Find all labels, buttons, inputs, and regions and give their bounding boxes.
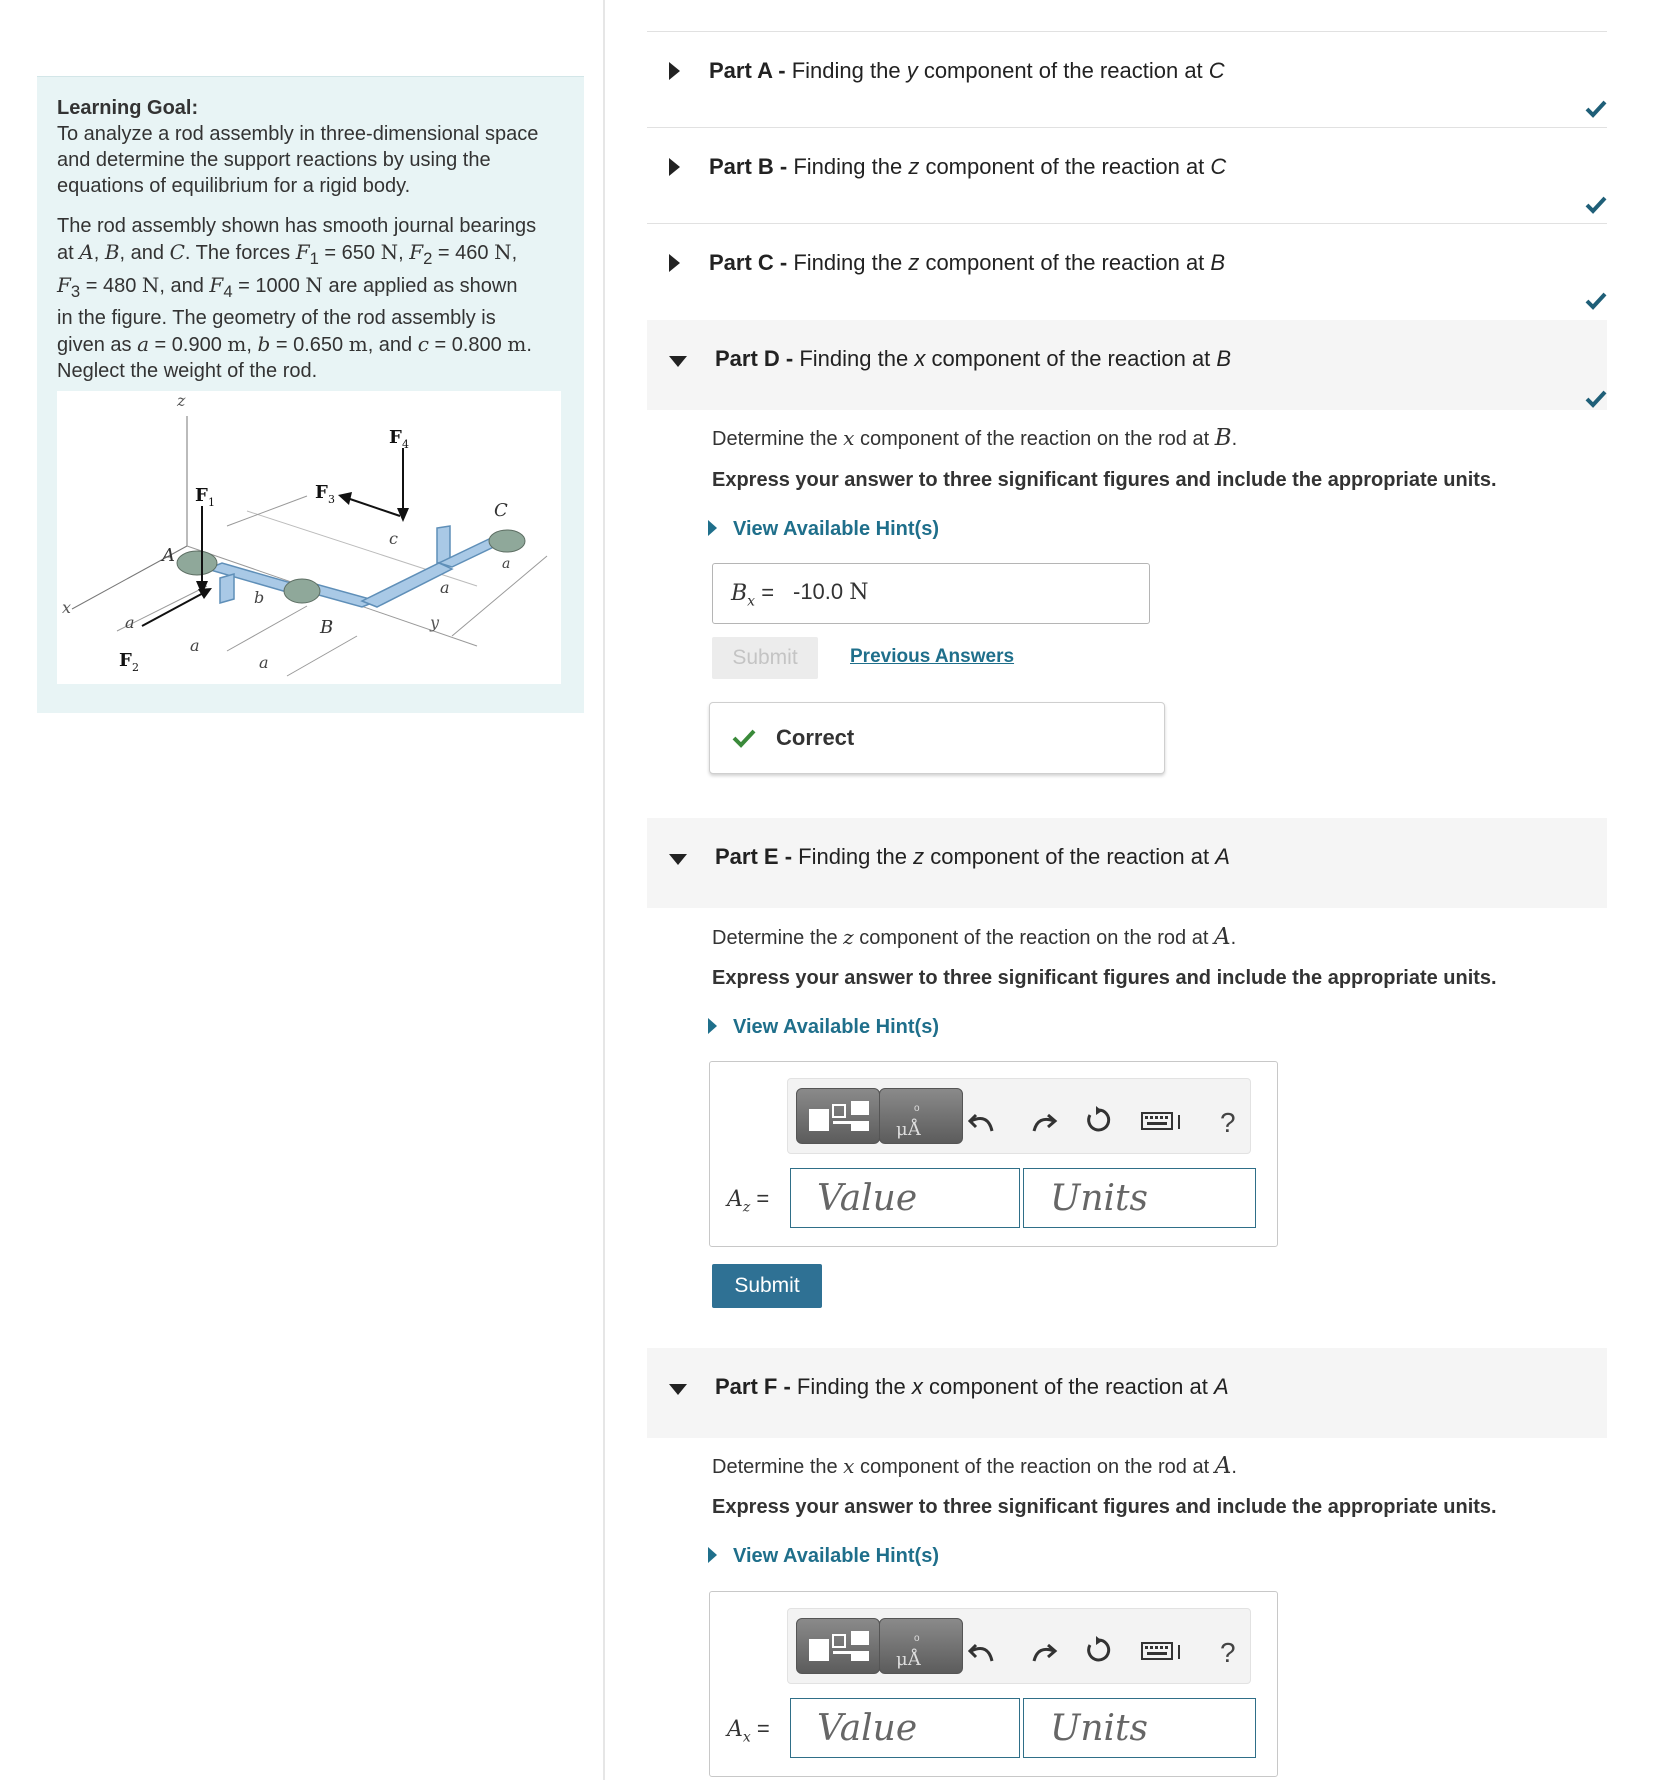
undo-icon[interactable]	[968, 1105, 998, 1135]
answer-value: -10.0 N	[793, 579, 869, 605]
point-c-label: C	[494, 500, 508, 521]
part-f-header[interactable]	[647, 1348, 1607, 1438]
complete-check-icon	[1585, 388, 1607, 410]
part-f-instructions: Express your answer to three significant figures and include the appropriate units.	[712, 1496, 1497, 1518]
part-d-submit-button[interactable]: Submit	[712, 637, 818, 679]
part-d-hint-link[interactable]: View Available Hint(s)	[708, 516, 939, 542]
angstrom-units-icon	[880, 1619, 964, 1675]
hint-arrow-icon	[708, 1018, 717, 1034]
redo-icon[interactable]	[1028, 1635, 1058, 1665]
part-e-submit-button[interactable]: Submit	[712, 1264, 822, 1308]
units-button[interactable]	[879, 1088, 963, 1144]
help-button[interactable]: ?	[1220, 1107, 1236, 1138]
part-c-header[interactable]	[647, 223, 1607, 313]
part-e-header[interactable]	[647, 818, 1607, 908]
hint-arrow-icon	[708, 1547, 717, 1563]
angstrom-units-icon	[880, 1089, 964, 1145]
x-axis-label: x	[62, 598, 72, 617]
f2-sub: 2	[132, 661, 139, 674]
f3-label: F	[315, 482, 328, 503]
part-e-hint-link[interactable]: View Available Hint(s)	[708, 1014, 939, 1040]
point-b-label: B	[320, 617, 334, 638]
undo-icon[interactable]	[968, 1635, 998, 1665]
problem-statement: The rod assembly shown has smooth journal bearings at A, B, and C. The forces $F_1 = 650$ N, $F_2 = 460$ N, $F_3 = 480$ N, and $F_4 = 1000$ N are applied as shown in the figure. The geometry of the rod assembly is given as a = 0.900 m, b = 0.650 m, and c = 0.800 m. Neglect the weight of the rod.	[57, 215, 537, 382]
part-f-title: Part F - Finding the x component of the reaction at A	[715, 1374, 1229, 1399]
f1-sub: 1	[208, 496, 215, 509]
part-e-instructions: Express your answer to three significant figures and include the appropriate units.	[712, 967, 1497, 989]
column-divider	[603, 0, 605, 1780]
rod-assembly-diagram	[57, 391, 561, 684]
f4-label: F	[389, 427, 402, 448]
point-a-label: A	[162, 545, 175, 566]
templates-icon	[797, 1619, 881, 1675]
keyboard-icon[interactable]	[1140, 1635, 1184, 1665]
dim-a-1: a	[125, 613, 135, 632]
hint-arrow-icon	[708, 520, 717, 536]
variable-label: $A_x$ =	[727, 1716, 770, 1746]
z-axis-label: z	[177, 391, 186, 410]
y-axis-label: y	[430, 613, 440, 632]
reset-icon[interactable]	[1084, 1635, 1114, 1665]
dim-a-3: a	[259, 653, 269, 672]
answer-label: $B_x$ =	[731, 580, 775, 610]
units-input[interactable]: Units	[1023, 1168, 1256, 1228]
part-b-title: Part B - Finding the z component of the reaction at C	[709, 154, 1227, 179]
correct-feedback: Correct	[709, 702, 1165, 774]
math-toolbar	[787, 1608, 1251, 1684]
part-d-instructions: Express your answer to three significant figures and include the appropriate units.	[712, 469, 1497, 491]
svg-text:o: o	[914, 1633, 920, 1644]
complete-check-icon	[1585, 194, 1607, 216]
templates-button[interactable]	[796, 1088, 880, 1144]
previous-answers-link[interactable]: Previous Answers	[850, 646, 1015, 667]
f2-label: F	[119, 650, 132, 671]
part-b-header[interactable]	[647, 127, 1607, 217]
correct-check-icon	[732, 727, 756, 749]
help-button[interactable]: ?	[1220, 1637, 1236, 1668]
expand-arrow-icon	[669, 158, 680, 176]
part-f-hint-link[interactable]: View Available Hint(s)	[708, 1543, 939, 1569]
part-d-question: Determine the x component of the reaction on the rod at B.	[712, 425, 1238, 451]
collapse-arrow-icon	[669, 854, 687, 865]
part-f-question: Determine the x component of the reaction on the rod at A.	[712, 1453, 1237, 1479]
complete-check-icon	[1585, 290, 1607, 312]
rod-assembly-figure	[57, 391, 561, 684]
dim-a-2: a	[190, 636, 200, 655]
dim-b: b	[254, 588, 265, 607]
expand-arrow-icon	[669, 62, 680, 80]
reset-icon[interactable]	[1084, 1105, 1114, 1135]
part-a-header[interactable]	[647, 31, 1607, 121]
dim-a-5: a	[502, 556, 511, 572]
expand-arrow-icon	[669, 254, 680, 272]
part-f-answer-editor	[709, 1591, 1278, 1777]
part-e-question: Determine the z component of the reaction on the rod at A.	[712, 924, 1237, 950]
complete-check-icon	[1585, 98, 1607, 120]
redo-icon[interactable]	[1028, 1105, 1058, 1135]
part-d-title: Part D - Finding the x component of the reaction at B	[715, 346, 1232, 371]
svg-text:o: o	[914, 1103, 920, 1114]
part-d-answer-display	[712, 563, 1150, 624]
learning-goal-heading: Learning Goal:	[57, 97, 199, 119]
f3-sub: 3	[328, 493, 335, 506]
units-button[interactable]	[879, 1618, 963, 1674]
dim-a-4: a	[440, 578, 450, 597]
templates-button[interactable]	[796, 1618, 880, 1674]
svg-text:μÅ: μÅ	[896, 1119, 921, 1140]
units-input[interactable]: Units	[1023, 1698, 1256, 1758]
dim-c: c	[389, 529, 398, 548]
collapse-arrow-icon	[669, 356, 687, 367]
part-e-title: Part E - Finding the z component of the reaction at A	[715, 844, 1230, 869]
value-input[interactable]: Value	[790, 1698, 1020, 1758]
templates-icon	[797, 1089, 881, 1145]
math-toolbar	[787, 1078, 1251, 1154]
f4-sub: 4	[402, 438, 409, 451]
variable-label: $A_z$ =	[727, 1186, 770, 1216]
part-c-title: Part C - Finding the z component of the reaction at B	[709, 250, 1226, 275]
part-e-answer-editor	[709, 1061, 1278, 1247]
f1-label: F	[195, 485, 208, 506]
svg-text:μÅ: μÅ	[896, 1649, 921, 1670]
learning-goal-intro: To analyze a rod assembly in three-dimensional space and determine the support reactions by using the equations of equilibrium for a rigid body.	[57, 123, 539, 197]
value-input[interactable]: Value	[790, 1168, 1020, 1228]
part-a-title: Part A - Finding the y component of the reaction at C	[709, 58, 1225, 83]
collapse-arrow-icon	[669, 1384, 687, 1395]
part-d-header[interactable]	[647, 320, 1607, 410]
keyboard-icon[interactable]	[1140, 1105, 1184, 1135]
learning-goal-panel	[37, 76, 584, 713]
